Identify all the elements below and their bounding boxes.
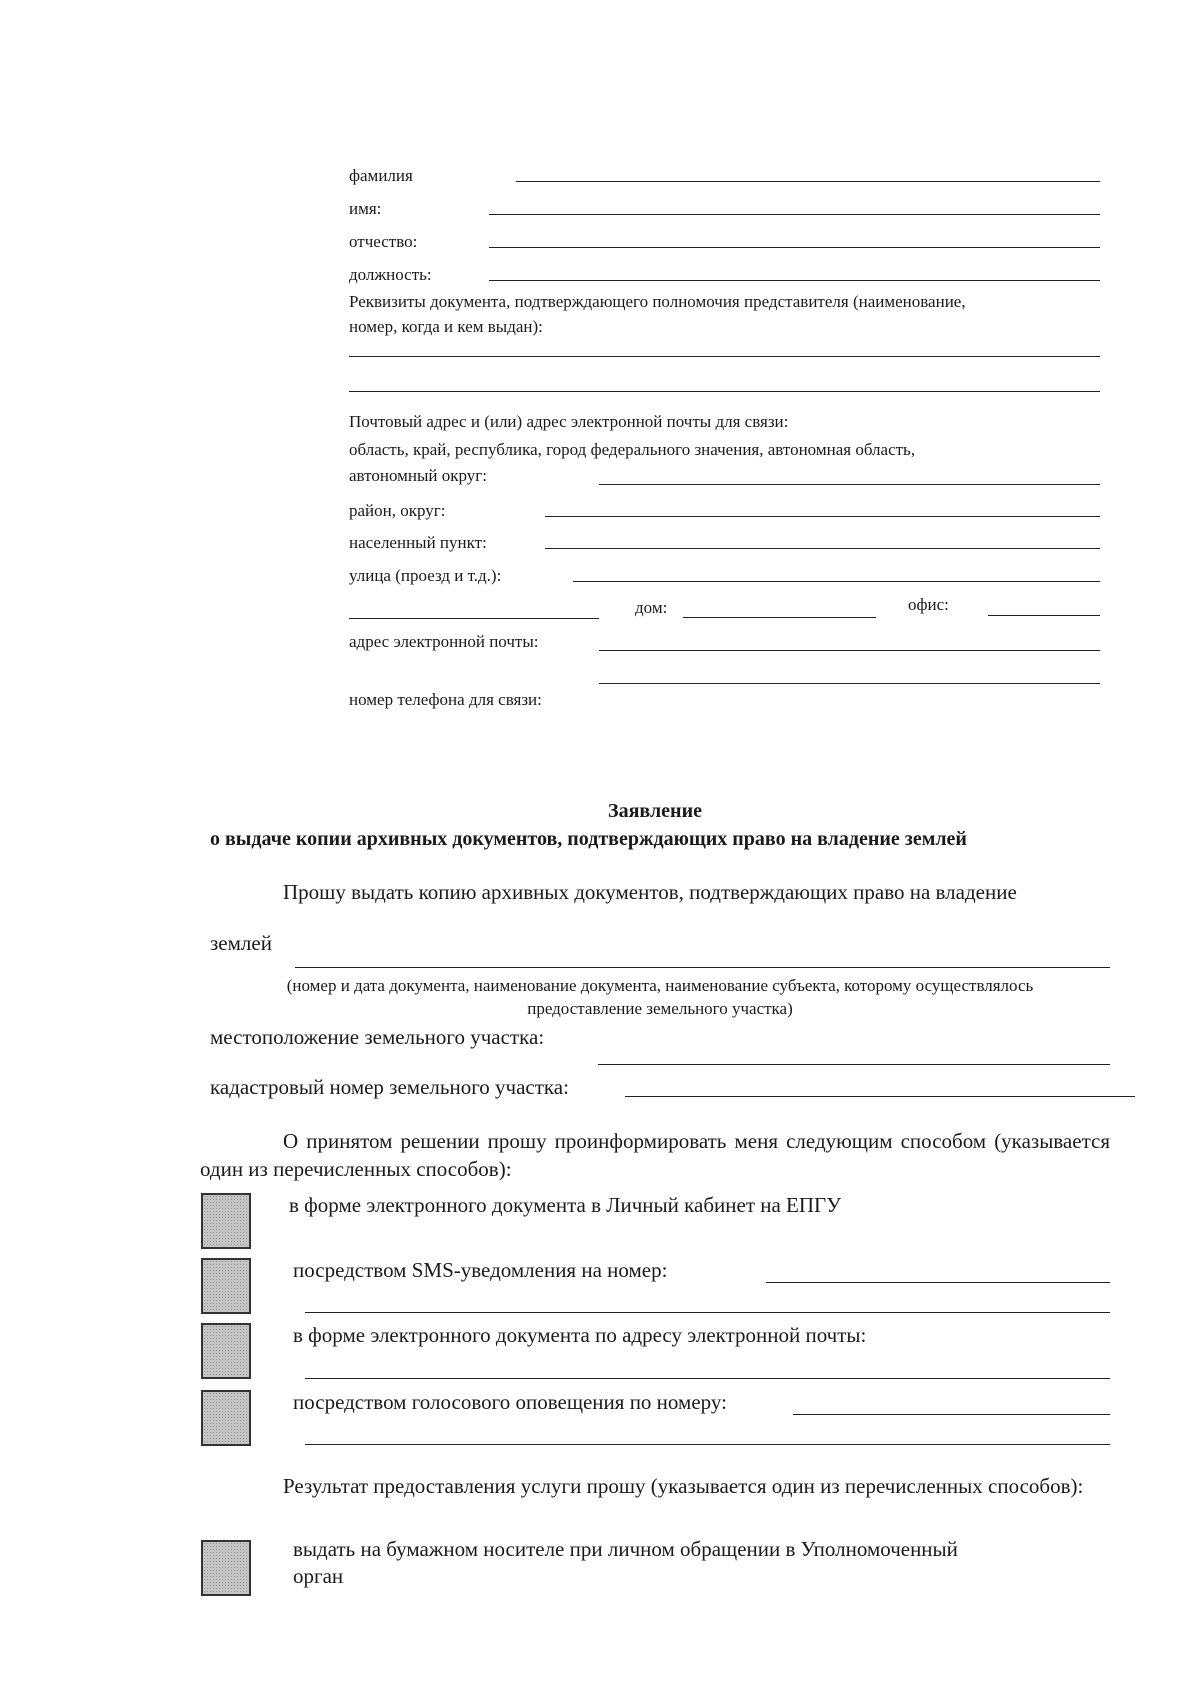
contact-heading: Почтовый адрес и (или) адрес электронной почты для связи:	[349, 412, 789, 431]
district-field[interactable]	[545, 516, 1100, 517]
result-option-line1: выдать на бумажном носителе при личном обращении в Уполномоченный	[293, 1537, 958, 1561]
hint-line1: (номер и дата документа, наименование документа, наименование субъекта, которому осуществлялось	[286, 976, 1034, 995]
notify-checkbox-sms[interactable]	[201, 1258, 251, 1314]
request-text-line1: Прошу выдать копию архивных документов, подтверждающих право на владение	[283, 880, 1017, 904]
notify-checkbox-email[interactable]	[201, 1323, 251, 1379]
result-text: Результат предоставления услуги прошу (указывается один из перечисленных способов):	[283, 1474, 1084, 1498]
office-label: офис:	[908, 595, 949, 614]
phone-field[interactable]	[599, 683, 1100, 684]
cadastral-field[interactable]	[625, 1096, 1135, 1097]
notify-checkbox-epgu[interactable]	[201, 1193, 251, 1249]
hint-line2: предоставление земельного участка)	[527, 999, 793, 1018]
result-checkbox-paper[interactable]	[201, 1540, 251, 1596]
notify-option-voice: посредством голосового оповещения по номеру:	[293, 1390, 727, 1414]
notify-checkbox-voice[interactable]	[201, 1390, 251, 1446]
notify-option-email: в форме электронного документа по адресу электронной почты:	[293, 1323, 867, 1347]
region-field[interactable]	[599, 484, 1100, 485]
street-field-continued[interactable]	[349, 618, 599, 619]
notify-option-epgu: в форме электронного документа в Личный кабинет на ЕПГУ	[289, 1193, 842, 1217]
voice-number-field[interactable]	[793, 1414, 1110, 1415]
patronymic-label: отчество:	[349, 232, 418, 251]
street-field[interactable]	[573, 581, 1100, 582]
doc-details-label-line1: Реквизиты документа, подтверждающего полномочия представителя (наименование,	[349, 292, 966, 311]
document-details-field[interactable]	[295, 967, 1110, 968]
doc-details-field-1[interactable]	[349, 356, 1100, 357]
sms-number-field[interactable]	[766, 1282, 1110, 1283]
region-label-line1: область, край, республика, город федерального значения, автономная область,	[349, 440, 916, 459]
notify-text: О принятом решении прошу проинформировать меня следующим способом (указывается один из перечисленных способов):	[200, 1129, 1110, 1181]
notify-email-field[interactable]	[305, 1378, 1110, 1379]
doc-details-field-2[interactable]	[349, 391, 1100, 392]
district-label: район, округ:	[349, 501, 446, 520]
patronymic-field[interactable]	[489, 247, 1100, 248]
voice-number-field-2[interactable]	[305, 1444, 1110, 1445]
request-text-line2: землей	[210, 931, 272, 955]
application-title: Заявление	[608, 800, 702, 822]
house-label: дом:	[635, 598, 668, 617]
surname-label: фамилия	[349, 166, 413, 185]
doc-details-label-line2: номер, когда и кем выдан):	[349, 317, 543, 336]
locality-label: населенный пункт:	[349, 533, 487, 552]
position-field[interactable]	[489, 280, 1100, 281]
email-label: адрес электронной почты:	[349, 632, 539, 651]
cadastral-label: кадастровый номер земельного участка:	[210, 1075, 569, 1099]
name-field[interactable]	[489, 214, 1100, 215]
location-field[interactable]	[598, 1064, 1110, 1065]
email-field[interactable]	[599, 650, 1100, 651]
name-label: имя:	[349, 199, 382, 218]
house-field[interactable]	[683, 617, 876, 618]
notify-option-sms: посредством SMS-уведомления на номер:	[293, 1258, 668, 1282]
region-label-line2: автономный округ:	[349, 466, 487, 485]
surname-field[interactable]	[516, 181, 1100, 182]
locality-field[interactable]	[545, 548, 1100, 549]
street-label: улица (проезд и т.д.):	[349, 566, 502, 585]
sms-number-field-2[interactable]	[305, 1312, 1110, 1313]
office-field[interactable]	[988, 615, 1100, 616]
result-option-line2: орган	[293, 1564, 344, 1588]
location-label: местоположение земельного участка:	[210, 1025, 545, 1049]
phone-label: номер телефона для связи:	[349, 690, 542, 709]
position-label: должность:	[349, 265, 432, 284]
application-subtitle: о выдаче копии архивных документов, подтверждающих право на владение землей	[210, 828, 967, 850]
